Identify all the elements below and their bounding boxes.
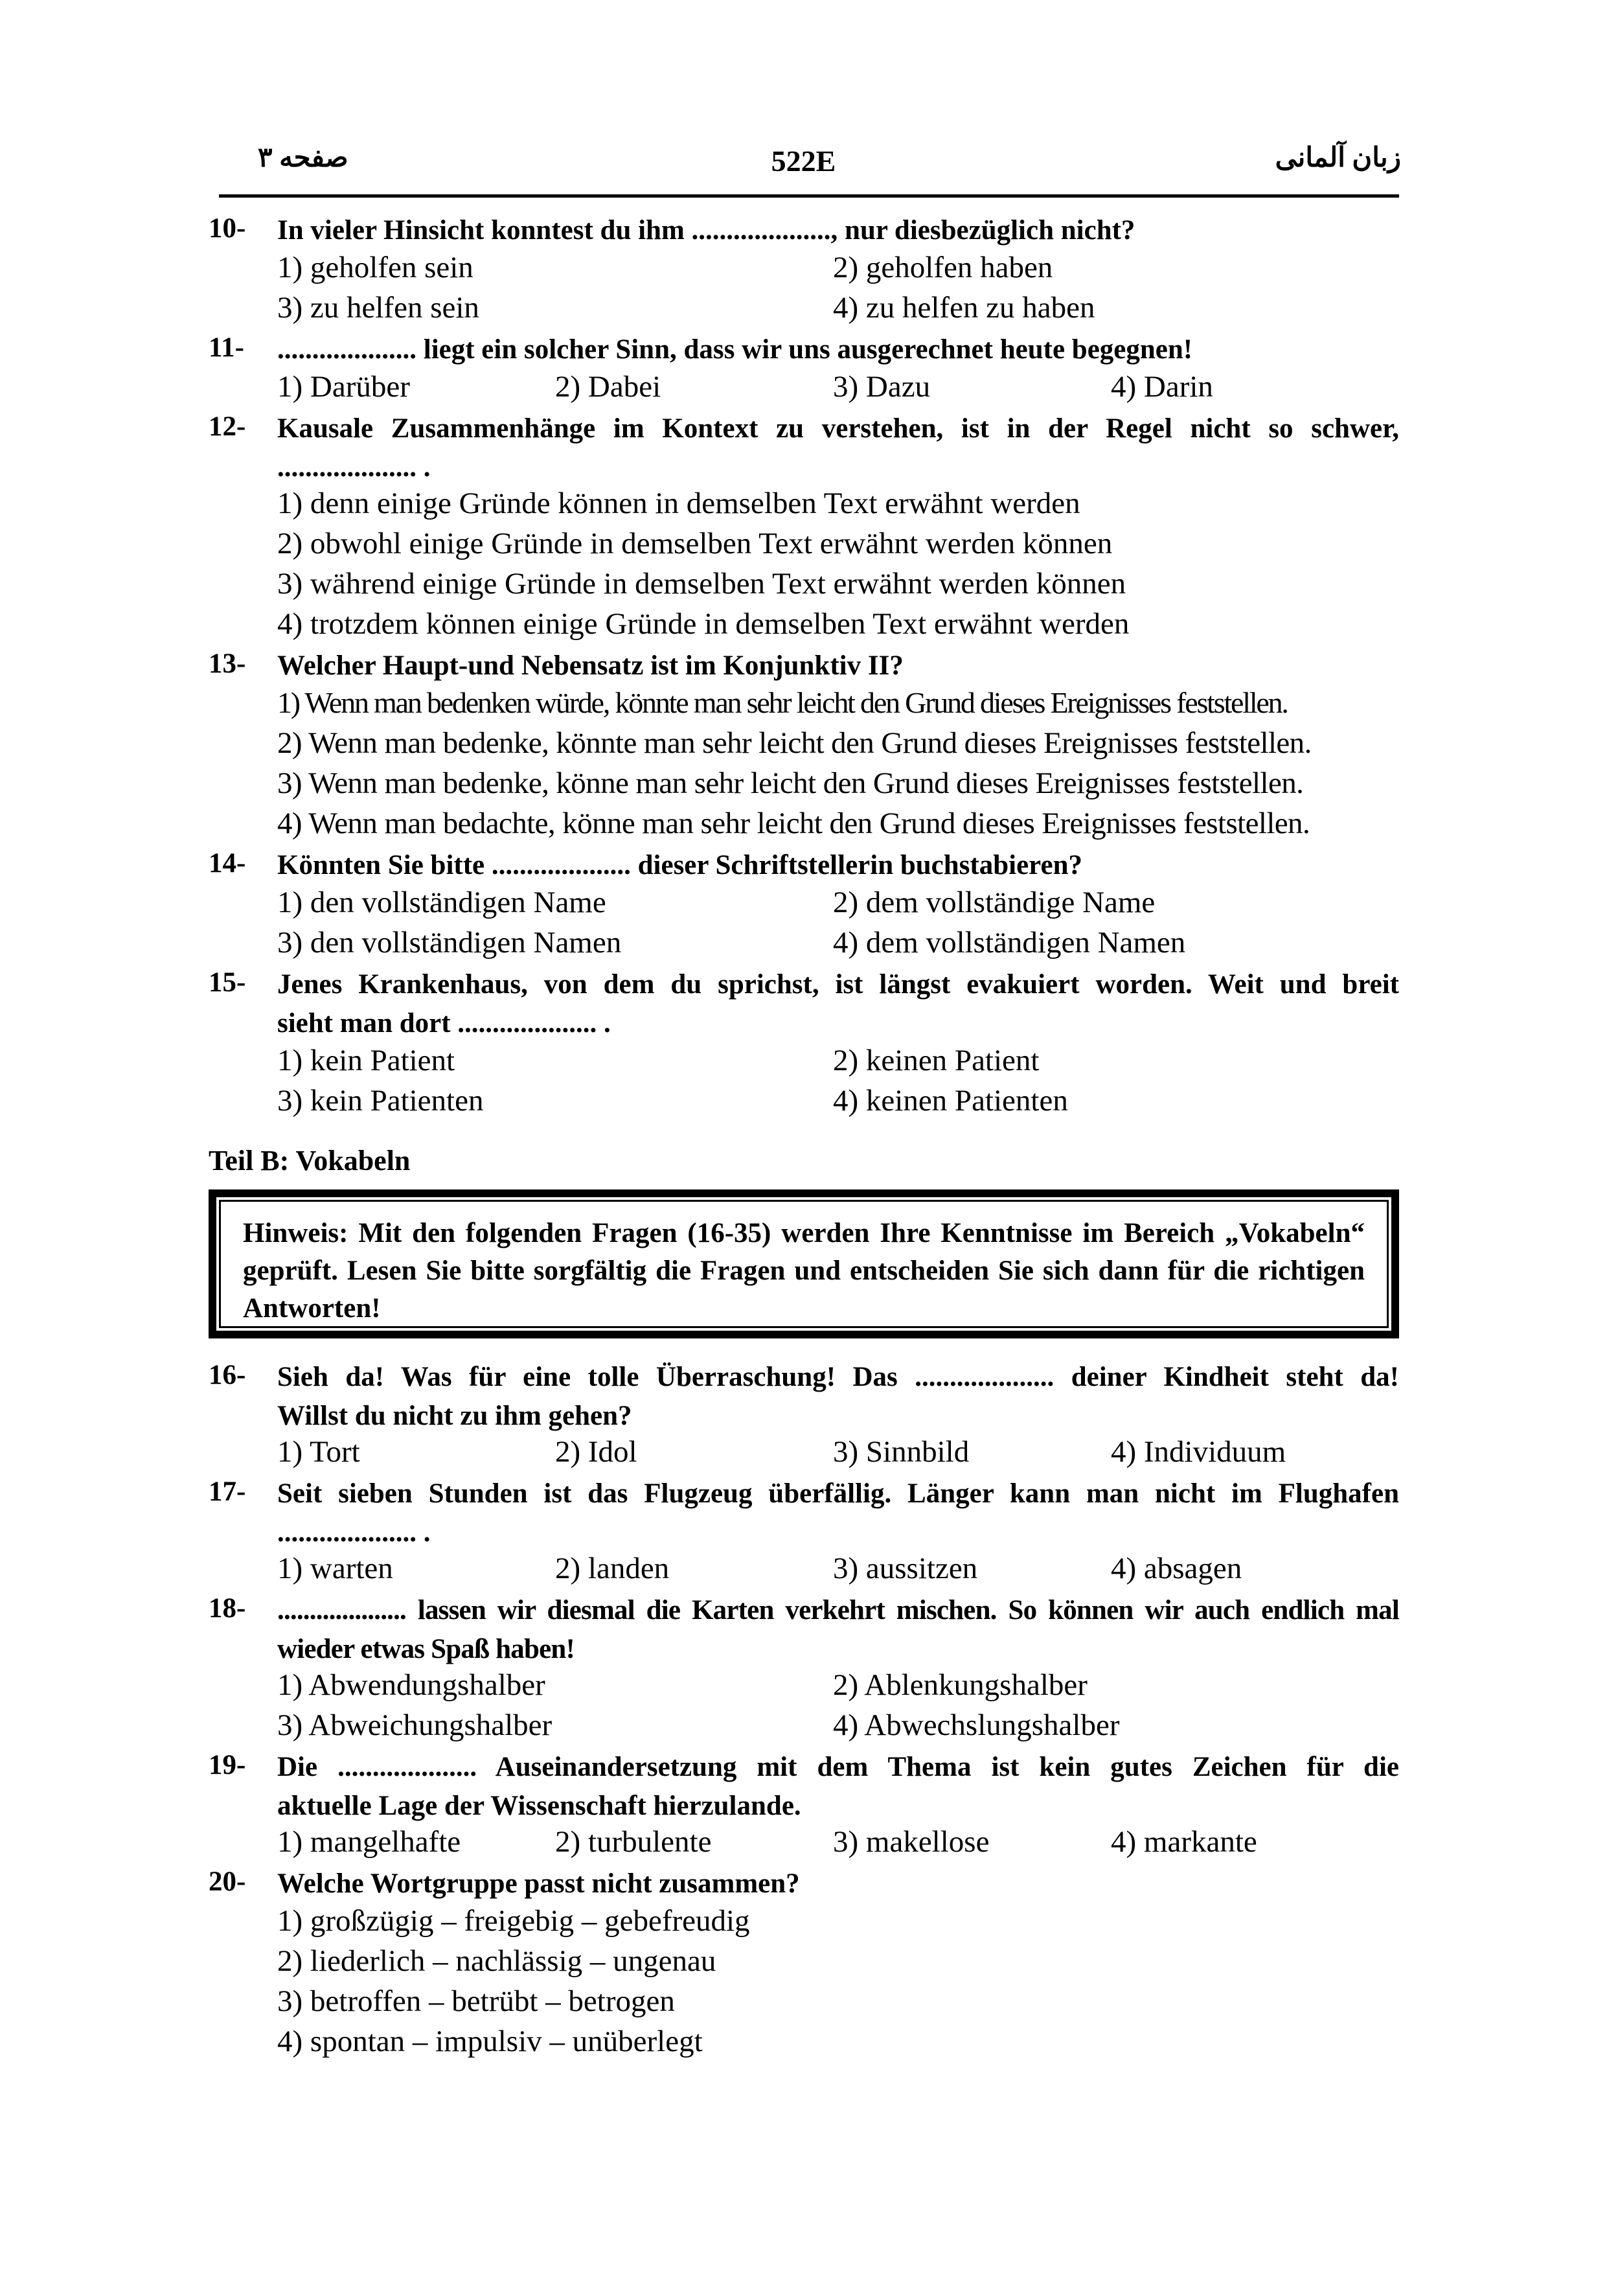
answer-option[interactable]: 4) trotzdem können einige Gründe in demselben Text erwähnt werden bbox=[277, 607, 1130, 641]
stem-line: Sieh da! Was für eine tolle Überraschung! Das .................... deiner Kindheit steht da! bbox=[277, 1362, 1399, 1392]
question-stem bbox=[277, 1865, 1399, 1903]
answer-option[interactable]: 1) mangelhafte bbox=[277, 1825, 461, 1859]
answer-option[interactable]: 2) dem vollständige Name bbox=[833, 886, 1156, 919]
answer-option[interactable]: 4) absagen bbox=[1111, 1552, 1242, 1585]
answer-option[interactable]: 1) Tort bbox=[277, 1435, 360, 1469]
answer-option[interactable]: 1) warten bbox=[277, 1552, 393, 1585]
answer-option[interactable]: 3) Wenn man bedenke, könne man sehr leicht den Grund dieses Ereignisses feststellen. bbox=[277, 766, 1304, 800]
stem-line: .................... lassen wir diesmal die Karten verkehrt mischen. So können wir auch endlich mal bbox=[277, 1595, 1399, 1625]
section-title: Teil B: Vokabeln bbox=[209, 1145, 411, 1177]
question-stem bbox=[277, 211, 1399, 250]
question-number: 19- bbox=[209, 1750, 246, 1780]
question-stem bbox=[277, 1358, 1399, 1436]
answer-option[interactable]: 3) während einige Gründe in demselben Text erwähnt werden können bbox=[277, 567, 1126, 601]
hint-text bbox=[219, 1200, 1389, 1328]
exam-code: 522E bbox=[771, 144, 836, 178]
question-number: 20- bbox=[209, 1866, 246, 1897]
stem-line: .................... . bbox=[277, 1517, 431, 1548]
answer-option[interactable]: 1) geholfen sein bbox=[277, 251, 473, 284]
stem-line: Willst du nicht zu ihm gehen? bbox=[277, 1401, 632, 1431]
answer-option[interactable]: 3) Abweichungshalber bbox=[277, 1708, 553, 1742]
question-number: 17- bbox=[209, 1476, 246, 1507]
answer-option[interactable]: 2) Dabei bbox=[555, 370, 661, 404]
answer-option[interactable]: 1) Darüber bbox=[277, 370, 410, 404]
question-stem bbox=[277, 1591, 1399, 1669]
answer-option[interactable]: 4) dem vollständigen Namen bbox=[833, 926, 1186, 959]
question-stem bbox=[277, 330, 1399, 369]
answer-option[interactable]: 3) aussitzen bbox=[833, 1552, 978, 1585]
question-number: 16- bbox=[209, 1360, 246, 1390]
answer-option[interactable]: 1) denn einige Gründe können in demselben Text erwähnt werden bbox=[277, 487, 1080, 520]
answer-option[interactable]: 3) kein Patienten bbox=[277, 1084, 484, 1118]
question-stem bbox=[277, 1748, 1399, 1826]
stem-line: In vieler Hinsicht konntest du ihm ...................., nur diesbezüglich nicht? bbox=[277, 215, 1135, 246]
hint-line: Antworten! bbox=[243, 1293, 381, 1324]
answer-option[interactable]: 1) Abwendungshalber bbox=[277, 1668, 545, 1702]
answer-option[interactable]: 1) kein Patient bbox=[277, 1044, 455, 1077]
stem-line: Kausale Zusammenhänge im Kontext zu verstehen, ist in der Regel nicht so schwer, bbox=[277, 413, 1399, 444]
answer-option[interactable]: 4) spontan – impulsiv – unüberlegt bbox=[277, 2025, 703, 2058]
question-stem bbox=[277, 1475, 1399, 1552]
question-number: 18- bbox=[209, 1593, 246, 1624]
answer-option[interactable]: 2) liederlich – nachlässig – ungenau bbox=[277, 1944, 716, 1978]
answer-option[interactable]: 3) zu helfen sein bbox=[277, 291, 479, 325]
page-number-label: صفحه ۳ bbox=[258, 143, 348, 173]
question-number: 12- bbox=[209, 411, 246, 442]
answer-option[interactable]: 4) Individuum bbox=[1111, 1435, 1286, 1469]
answer-option[interactable]: 1) den vollständigen Name bbox=[277, 886, 606, 919]
answer-option[interactable]: 4) Wenn man bedachte, könne man sehr leicht den Grund dieses Ereignisses feststellen. bbox=[277, 807, 1310, 840]
answer-option[interactable]: 2) turbulente bbox=[555, 1825, 712, 1859]
stem-line: Seit sieben Stunden ist das Flugzeug überfällig. Länger kann man nicht im Flughafen bbox=[277, 1478, 1399, 1509]
answer-option[interactable]: 2) Idol bbox=[555, 1435, 637, 1469]
answer-option[interactable]: 4) keinen Patienten bbox=[833, 1084, 1068, 1118]
stem-line: .................... liegt ein solcher Sinn, dass wir uns ausgerechnet heute begegnen! bbox=[277, 334, 1193, 365]
question-number: 13- bbox=[209, 649, 246, 679]
stem-line: Die .................... Auseinandersetzung mit dem Thema ist kein gutes Zeichen für die bbox=[277, 1752, 1399, 1782]
stem-line: sieht man dort .................... . bbox=[277, 1008, 611, 1039]
answer-option[interactable]: 4) markante bbox=[1111, 1825, 1257, 1859]
stem-line: aktuelle Lage der Wissenschaft hierzulande. bbox=[277, 1791, 801, 1821]
answer-option[interactable]: 1) Wenn man bedenken würde, könnte man sehr leicht den Grund dieses Ereignisses feststellen. bbox=[277, 686, 1288, 719]
question-number: 10- bbox=[209, 213, 246, 244]
answer-option[interactable]: 2) keinen Patient bbox=[833, 1044, 1040, 1077]
answer-option[interactable]: 4) Abwechslungshalber bbox=[833, 1708, 1120, 1742]
answer-option[interactable]: 2) Wenn man bedenke, könnte man sehr leicht den Grund dieses Ereignisses feststellen. bbox=[277, 726, 1312, 760]
answer-option[interactable]: 2) Ablenkungshalber bbox=[833, 1668, 1088, 1702]
stem-line: Welche Wortgruppe passt nicht zusammen? bbox=[277, 1868, 800, 1899]
answer-option[interactable]: 2) geholfen haben bbox=[833, 251, 1053, 284]
question-number: 15- bbox=[209, 967, 246, 998]
question-stem bbox=[277, 647, 1399, 685]
question-number: 14- bbox=[209, 848, 246, 878]
answer-option[interactable]: 3) Dazu bbox=[833, 370, 931, 404]
answer-option[interactable]: 3) betroffen – betrübt – betrogen bbox=[277, 1984, 675, 2018]
stem-line: Könnten Sie bitte .................... dieser Schriftstellerin buchstabieren? bbox=[277, 850, 1082, 880]
answer-option[interactable]: 4) Darin bbox=[1111, 370, 1213, 404]
question-stem bbox=[277, 846, 1399, 885]
answer-option[interactable]: 1) großzügig – freigebig – gebefreudig bbox=[277, 1904, 750, 1938]
question-stem bbox=[277, 409, 1399, 487]
hint-line: Hinweis: Mit den folgenden Fragen (16-35) werden Ihre Kenntnisse im Bereich „Vokabeln“ bbox=[243, 1218, 1365, 1248]
stem-line: Welcher Haupt-und Nebensatz ist im Konjunktiv II? bbox=[277, 650, 904, 681]
hint-box bbox=[209, 1189, 1399, 1338]
answer-option[interactable]: 3) Sinnbild bbox=[833, 1435, 970, 1469]
stem-line: Jenes Krankenhaus, von dem du sprichst, ist längst evakuiert worden. Weit und breit bbox=[277, 969, 1399, 1000]
answer-option[interactable]: 3) den vollständigen Namen bbox=[277, 926, 622, 959]
answer-option[interactable]: 3) makellose bbox=[833, 1825, 990, 1859]
subject-title: زبان آلمانی bbox=[1275, 143, 1401, 173]
answer-option[interactable]: 4) zu helfen zu haben bbox=[833, 291, 1095, 325]
header-divider bbox=[219, 194, 1399, 198]
answer-option[interactable]: 2) obwohl einige Gründe in demselben Text erwähnt werden können bbox=[277, 527, 1113, 560]
hint-line: geprüft. Lesen Sie bitte sorgfältig die Fragen und entscheiden Sie sich dann für die richtigen bbox=[243, 1256, 1365, 1286]
stem-line: wieder etwas Spaß haben! bbox=[277, 1634, 575, 1664]
question-stem bbox=[277, 965, 1399, 1043]
stem-line: .................... . bbox=[277, 452, 431, 483]
answer-option[interactable]: 2) landen bbox=[555, 1552, 670, 1585]
question-number: 11- bbox=[209, 332, 244, 363]
